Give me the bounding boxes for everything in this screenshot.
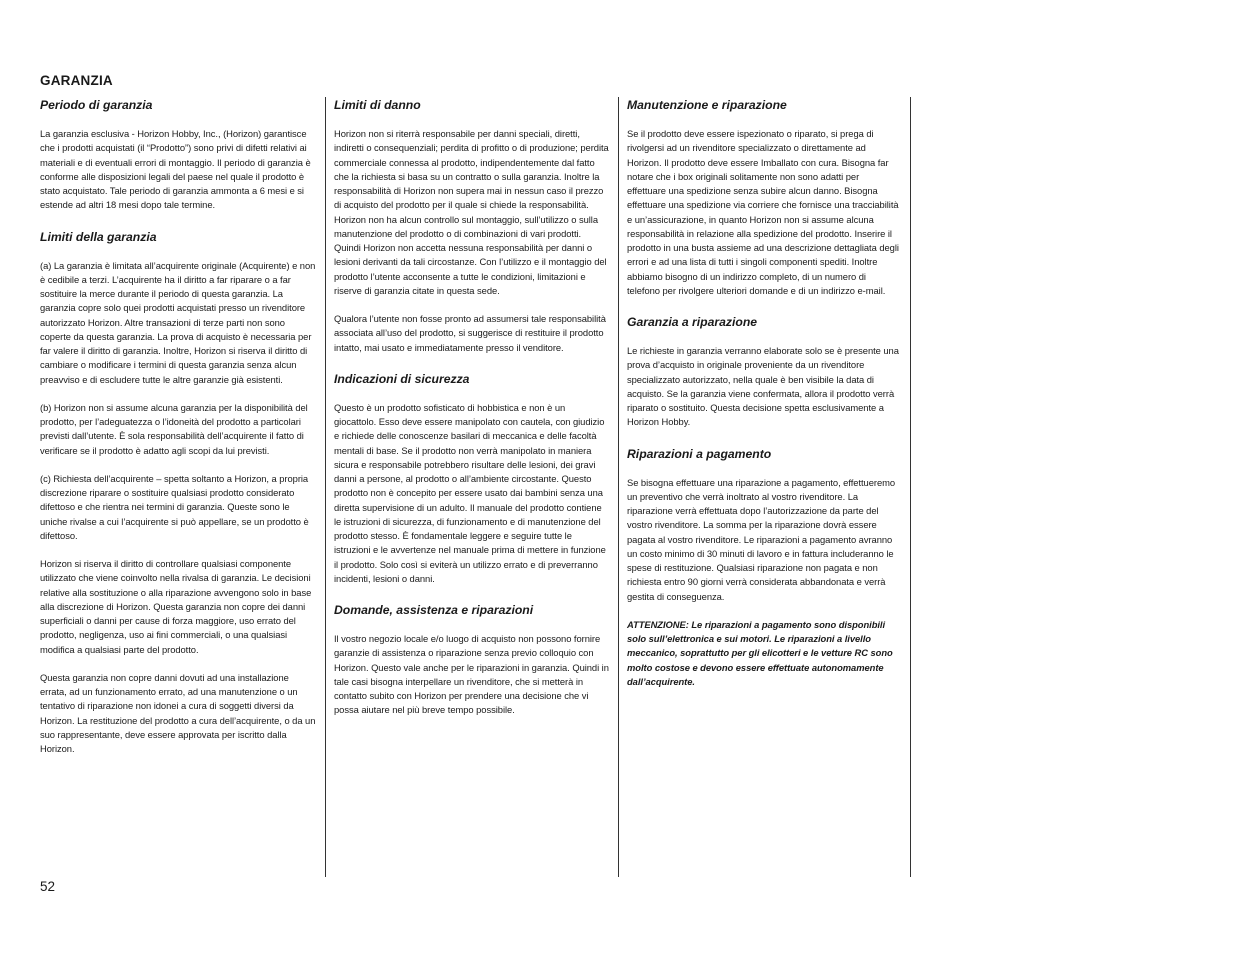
section-heading: Indicazioni di sicurezza <box>334 371 470 386</box>
section-garanzia-a-riparazione <box>627 314 900 430</box>
column-1 <box>40 97 316 877</box>
section-indicazioni-di-sicurezza <box>334 371 609 586</box>
paragraph: Horizon non si riterrà responsabile per danni speciali, diretti, indiretti o consequenziali; perdita di profitto o di produzione; perdita commerciale connessa al prodotto, indipendentemente dal fatto che la richiesta si basa su un contratto o sulla garanzia. Inoltre la responsabilità di Horizon non supera mai in nessun caso il prezzo di acquisto del prodotto per il quale si chiede la responsabilità. Horizon non ha alcun controllo sul montaggio, sull’utilizzo o sulla manutenzione del prodotto o di combinazioni di vari prodotti. Quindi Horizon non accetta nessuna responsabilità per danni o lesioni derivanti da tali circostanze. Con l’utilizzo e il montaggio del prodotto l’utente acconsente a tutte le condizioni, limitazioni e riserve di garanzia citate in questa sede. <box>334 128 609 296</box>
warning-paragraph: ATTENZIONE: Le riparazioni a pagamento sono disponibili solo sull’elettronica e sui motori. Le riparazioni a livello meccanico, soprattutto per gli elicotteri e le vetture RC sono molto costose e devono essere effettuate autonomamente dall’acquirente. <box>627 618 893 687</box>
column-3 <box>618 97 911 877</box>
paragraph: Questo è un prodotto sofisticato di hobbistica e non è un giocattolo. Esso deve essere manipolato con cautela, con giudizio e richiede delle conoscenze basilari di meccanica e delle facoltà mentali di base. Se il prodotto non verrà manipolato in maniera sicura e responsabile potrebbero risultare delle lesioni, dei gravi danni a persone, al prodotto o all’ambiente circostante. Questo prodotto non è concepito per essere usato dai bambini senza una diretta supervisione di un adulto. Il manuale del prodotto contiene le istruzioni di sicurezza, di funzionamento e di manutenzione del prodotto stesso. È fondamentale leggere e seguire tutte le istruzioni e le avvertenze nel manuale prima di mettere in funzione il prodotto. Solo così si eviterà un utilizzo errato e di preverranno incidenti, lesioni o danni. <box>334 401 606 584</box>
section-heading: Limiti di danno <box>334 98 421 112</box>
paragraph: Qualora l’utente non fosse pronto ad assumersi tale responsabilità associata all’uso del prodotto, si suggerisce di restituire il prodotto intatto, mai usato e immediatamente presso il venditore. <box>334 313 606 353</box>
section-manutenzione-e-riparazione <box>627 97 900 298</box>
section-heading: Limiti della garanzia <box>40 229 157 244</box>
section-limiti-di-danno <box>334 97 609 355</box>
paragraph: Il vostro negozio locale e/o luogo di acquisto non possono fornire garanzie di assistenza o riparazione senza previo colloquio con Horizon. Questo vale anche per le riparazioni in garanzia. Quindi in tale casi bisogna interpellare un rivenditore, che si metterà in contatto subito con Horizon per prendere una decisione che vi possa aiutare nel più breve tempo possibile. <box>334 633 609 716</box>
section-heading: Garanzia a riparazione <box>627 315 758 329</box>
section-limiti-della-garanzia <box>40 229 316 757</box>
page-number: 52 <box>40 879 56 894</box>
section-riparazioni-a-pagamento <box>627 446 900 690</box>
section-heading: Manutenzione e riparazione <box>627 98 787 112</box>
section-heading: Domande, assistenza e riparazioni <box>334 603 534 617</box>
paragraph: (a) La garanzia è limitata all’acquirente originale (Acquirente) e non è cedibile a terzi. L’acquirente ha il diritto a far riparare o a far sostituire la merce durante il periodo di questa garanzia. La garanzia copre solo quei prodotti acquistati presso un rivenditore autorizzato Horizon. Altre transazioni di terze parti non sono coperte da questa garanzia. La prova di acquisto è necessaria per far valere il diritto di garanzia. Inoltre, Horizon si riserva il diritto di cambiare o modificare i termini di questa garanzia senza alcun preavviso e di escludere tutte le altre garanzie già esistenti. <box>40 259 316 385</box>
paragraph: Horizon si riserva il diritto di controllare qualsiasi componente utilizzato che viene coinvolto nella rivalsa di garanzia. Le decisioni relative alla sostituzione o alla riparazione avvengono solo in base alla discrezione di Horizon. Questa garanzia non copre dei danni superficiali o danni per cause di forza maggiore, uso errato del prodotto, negligenza, uso ai fini commerciali, o una qualsiasi modifica a qualsiasi parte del prodotto. <box>40 558 312 655</box>
section-periodo-di-garanzia <box>40 97 316 213</box>
paragraph: Se bisogna effettuare una riparazione a pagamento, effettueremo un preventivo che verrà inoltrato al vostro rivenditore. La riparazione verrà effettuata dopo l’autorizzazione da parte del vostro rivenditore. La somma per la riparazione dovrà essere pagata al vostro rivenditore. Le riparazioni a pagamento avranno un costo minimo di 30 minuti di lavoro e in fattura includeranno le spese di restituzione. Qualsiasi riparazione non pagata e non richiesta entro 90 giorni verrà considerata abbandonata e verrà gestita di conseguenza. <box>627 476 896 602</box>
paragraph: (b) Horizon non si assume alcuna garanzia per la disponibilità del prodotto, per l’adeguatezza o l’idoneità del prodotto a particolari previsti dall’utente. È sola responsabilità dell’acquirente il fatto di verificare se il prodotto è adatto agli scopi da lui previsti. <box>40 401 308 456</box>
section-heading: Periodo di garanzia <box>40 98 153 112</box>
paragraph: Se il prodotto deve essere ispezionato o riparato, si prega di rivolgersi ad un rivenditore specializzato o direttamente ad Horizon. Il prodotto deve essere Imballato con cura. Bisogna far notare che i box originali solitamente non sono adatti per effettuare una spedizione senza subire alcun danno. Bisogna effettuare una spedizione via corriere che fornisce una tracciabilità e un’assicurazione, in quanto Horizon non si assume alcuna responsabilità in relazione alla spedizione del prodotto. Inserire il prodotto in una busta assieme ad una descrizione dettagliata degli errori e ad una lista di tutti i singoli componenti spediti. Inoltre abbiamo bisogno di un indirizzo completo, di un numero di telefono per rivolgere ulteriori domande e di un indirizzo e-mail. <box>627 128 899 296</box>
page-title: GARANZIA <box>40 73 113 88</box>
paragraph: La garanzia esclusiva - Horizon Hobby, Inc., (Horizon) garantisce che i prodotti acquistati (il “Prodotto”) sono privi di difetti relativi ai materiali e di eventuali errori di montaggio. Il periodo di garanzia è conforme alle disposizioni legali del paese nel quale il prodotto è stato acquistato. Tale periodo di garanzia ammonta a 6 mesi e si estende ad altri 18 mesi dopo tale termine. <box>40 128 311 211</box>
paragraph: (c) Richiesta dell’acquirente – spetta soltanto a Horizon, a propria discrezione riparare o sostituire qualsiasi prodotto considerato difettoso e che rientra nei termini di garanzia. Queste sono le uniche rivalse a cui l’acquirente si può appellare, se un prodotto è difettoso. <box>40 472 309 541</box>
section-domande-assistenza-riparazioni <box>334 602 609 718</box>
section-heading: Riparazioni a pagamento <box>627 446 772 461</box>
paragraph: Questa garanzia non copre danni dovuti ad una installazione errata, ad un funzionamento errato, ad una manutenzione o un tentativo di riparazione non idonei a cura di soggetti diversi da Horizon. La restituzione del prodotto a cura dell’acquirente, o da un suo rappresentante, deve essere approvata per iscritto dalla Horizon. <box>40 671 316 754</box>
paragraph: Le richieste in garanzia verranno elaborate solo se è presente una prova d’acquisto in originale proveniente da un rivenditore specializzato autorizzato, nella quale è ben visibile la data di acquisto. Se la garanzia viene confermata, allora il prodotto verrà riparato o sostituito. Questa decisione spetta esclusivamente a Horizon Hobby. <box>627 345 899 428</box>
column-2 <box>325 97 609 877</box>
